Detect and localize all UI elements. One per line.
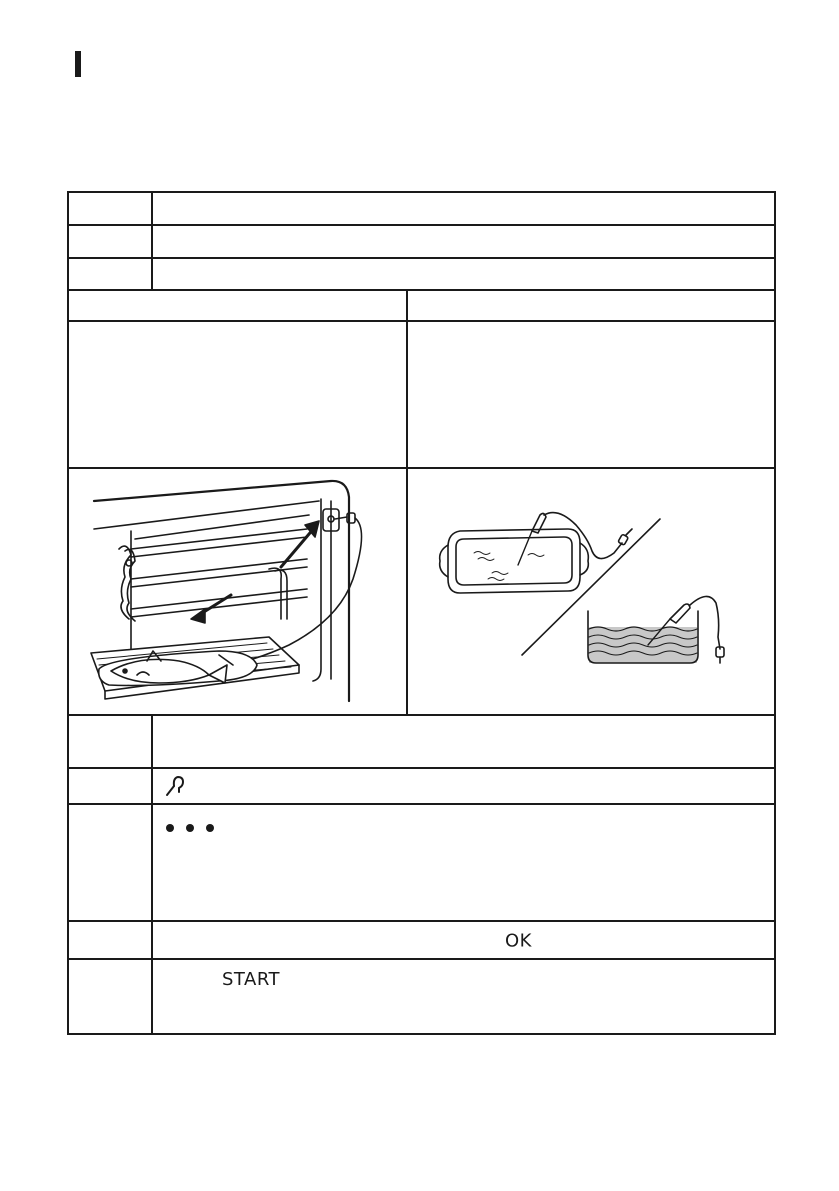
- step-number-cell: [68, 225, 152, 258]
- three-dots-icon: [165, 823, 215, 833]
- table-row: [68, 768, 775, 804]
- step-text-cell: [152, 959, 775, 1034]
- probe-in-dish-and-liquid-illustration: [408, 469, 776, 714]
- table-row: [68, 258, 775, 290]
- instruction-table: [67, 191, 776, 1035]
- ok-label: OK: [505, 930, 532, 952]
- step-number-cell: [68, 258, 152, 290]
- table-row: [68, 192, 775, 225]
- table-row: [68, 321, 775, 468]
- step-number-cell: [68, 959, 152, 1034]
- step-text-cell: [152, 715, 775, 768]
- column-header-left: [68, 290, 407, 321]
- step-text-cell: [152, 225, 775, 258]
- start-label: START: [222, 968, 281, 990]
- step-number-cell: [68, 715, 152, 768]
- step-number-cell: [68, 804, 152, 921]
- column-header-right: [407, 290, 775, 321]
- step-number-cell: [68, 921, 152, 959]
- table-row: [68, 959, 775, 1034]
- description-cell-right: [407, 321, 775, 468]
- table-row: [68, 921, 775, 959]
- page-header-bar: [75, 51, 81, 77]
- step-text-cell: [152, 768, 775, 804]
- step-text-cell: [152, 258, 775, 290]
- step-text-cell: [152, 921, 775, 959]
- illustration-row: [68, 468, 775, 715]
- step-number-cell: [68, 768, 152, 804]
- probe-in-food-illustration-cell: [407, 468, 775, 715]
- step-number-cell: [68, 192, 152, 225]
- table-row: [68, 715, 775, 768]
- step-text-cell: [152, 804, 775, 921]
- core-temperature-probe-icon: [165, 775, 185, 797]
- oven-probe-insertion-illustration: [69, 469, 408, 714]
- oven-probe-illustration-cell: [68, 468, 407, 715]
- table-header-row: [68, 290, 775, 321]
- description-cell-left: [68, 321, 407, 468]
- table-row: [68, 225, 775, 258]
- table-row: [68, 804, 775, 921]
- step-text-cell: [152, 192, 775, 225]
